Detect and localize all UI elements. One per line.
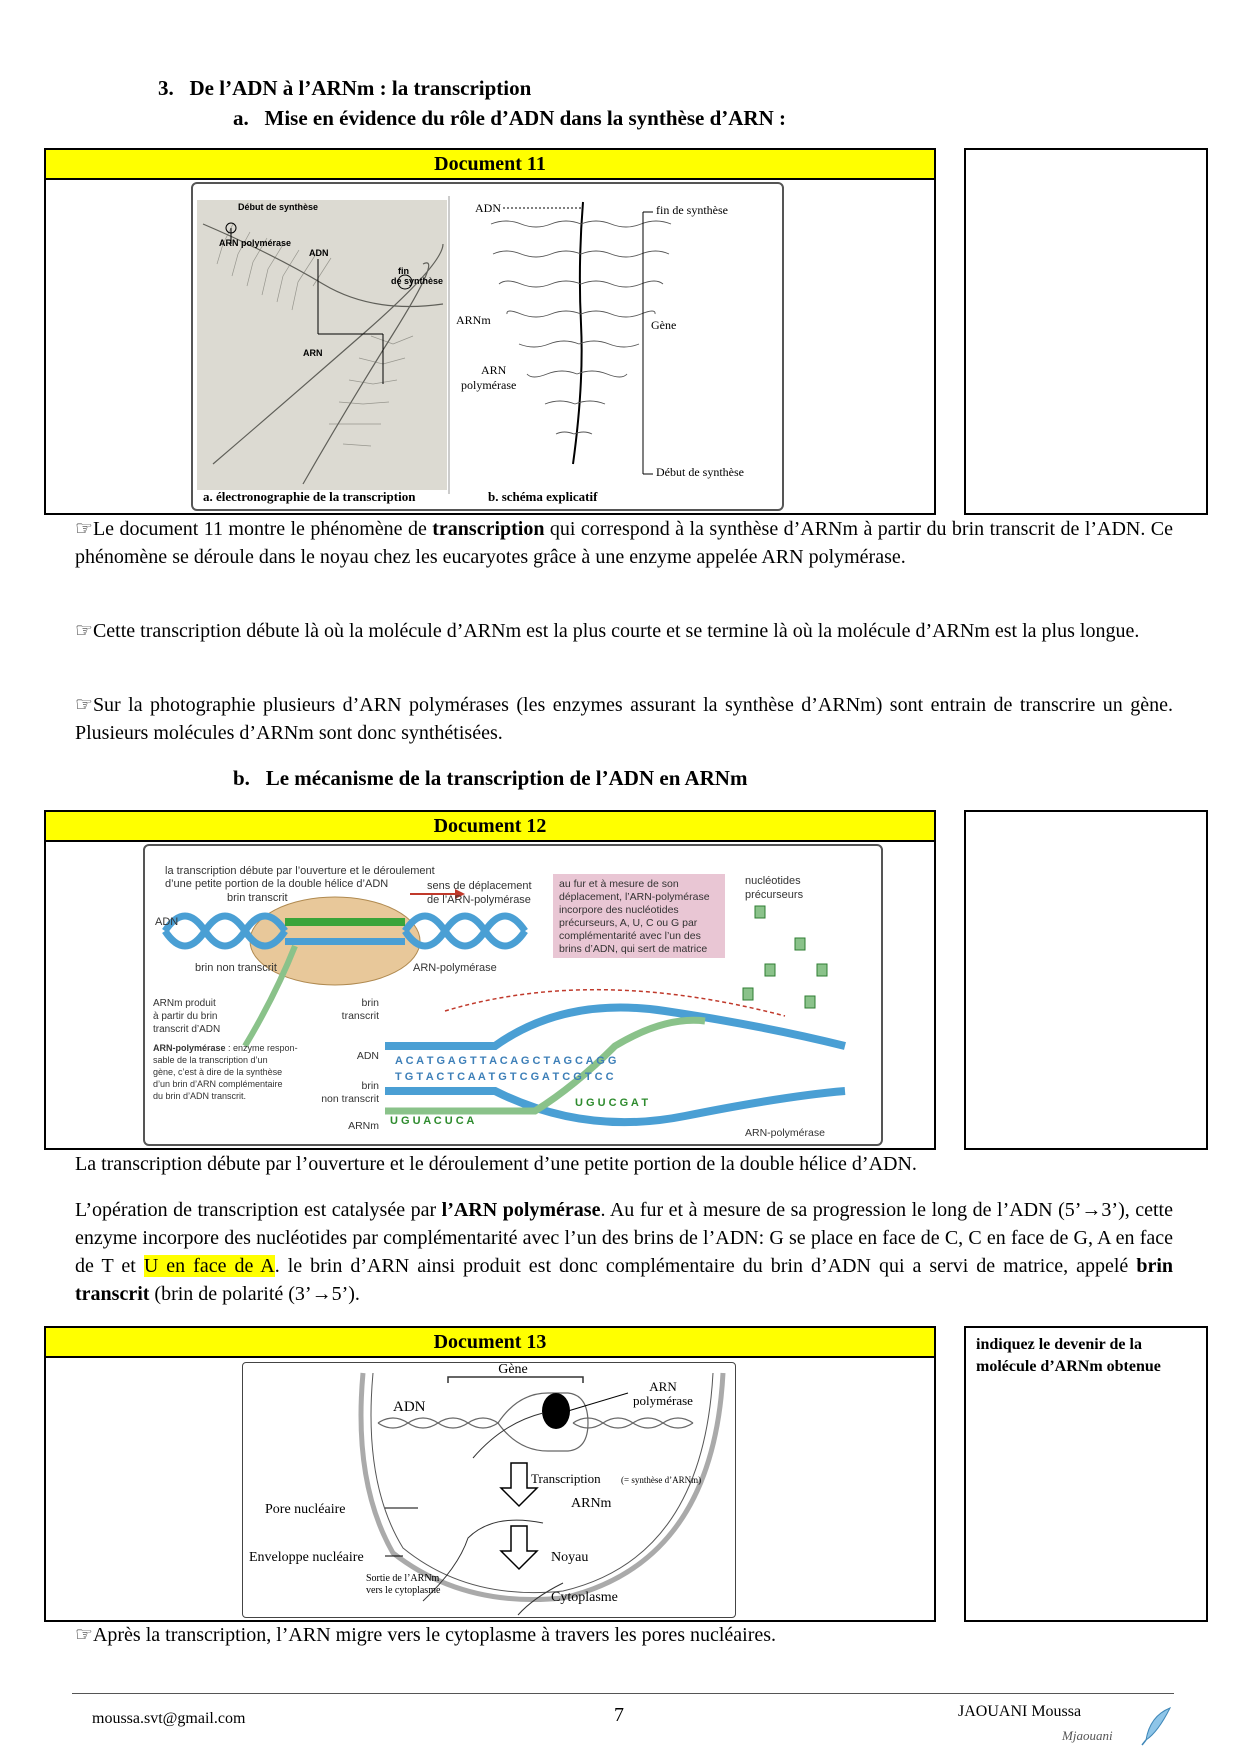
document-12-figure [143,844,883,1146]
down-arrow-icon [501,1526,537,1569]
document-13-box [44,1326,936,1622]
subsection-a-title: Mise en évidence du rôle d’ADN dans la synthèse d’ARN : [264,106,786,130]
arnpol-desc-line: : enzyme respon- [225,1043,298,1053]
pointer-icon: ☞ [75,694,93,716]
transcription-mechanism-diagram [145,846,881,1144]
subsection-a-heading [233,106,786,131]
paragraph-text: La transcription débute par l’ouverture et le déroulement d’une petite portion de la double hélice d’ADN. [75,1153,917,1175]
paragraph-doc11-1 [75,515,1173,571]
rna-strand-top [285,918,405,926]
svg-text:U G U C G A T: U G U C G A T [575,1097,649,1109]
arnpol-desc-line: sable de la transcription d’un [153,1055,268,1065]
feather-logo-icon [1140,1706,1176,1746]
photo-label-de-synthese: de synthèse [391,276,444,286]
caption-b: b. schéma explicatif [488,489,598,504]
section-title: De l’ADN à l’ARNm : la transcription [189,76,532,100]
keyword-brin-transcrit: brin transcrit [75,1255,1174,1305]
arnm-produit-text [153,998,220,1035]
intro-line-2: d’une petite portion de la double hélice d’ADN [165,878,389,890]
info-line: au fur et à mesure de son [559,878,679,890]
row-label-brin-2: brin [361,1080,379,1092]
transcription-micrograph-and-schema [193,184,782,509]
svg-text:A C A T G A G T T A C A G C T: A C A T G A G T T A C A G C T A G C A G G [395,1055,617,1067]
label-adn: ADN [155,916,179,928]
label-arn-polymerase-2: ARN-polymérase [745,1127,825,1139]
arnm-produit-line: à partir du brin [153,1011,218,1022]
caption-a: a. électronographie de la transcription [203,489,416,504]
label-brin-non-transcrit: brin non transcrit [195,962,277,974]
document-11-figure [191,182,784,511]
subsection-b-heading [233,766,747,791]
schema-label-polymerase: polymérase [461,378,517,392]
answer-box-doc12[interactable] [964,810,1208,1150]
pointer-icon: ☞ [75,620,93,642]
label-adn: ADN [393,1399,426,1415]
svg-text:T G T A C T C A A T G T C G A: T G T A C T C A A T G T C G A T C G T C C [395,1071,614,1083]
schema-dna-strand [573,202,583,464]
label-cytoplasme: Cytoplasme [551,1590,618,1605]
keyword-arn-polymerase: l’ARN polymérase [441,1199,601,1221]
schema-label-adn: ADN [475,201,501,215]
schema-label-debut: Début de synthèse [656,465,744,479]
subsection-b-title: Le mécanisme de la transcription de l’ADN en ARNm [265,766,748,790]
paragraph-text: Le document 11 montre le phénomène de [92,518,433,540]
document-12-title: Document 12 [46,812,934,842]
highlighted-text: U en face de A [143,1255,275,1277]
info-line: complémentarité avec l’un des [559,930,701,942]
paragraph-doc11-2 [75,617,1173,645]
footer-signature: Mjaouani [1062,1728,1113,1743]
document-11-box [44,148,936,515]
nucleus-transcription-diagram [243,1363,735,1617]
row-label-adn: ADN [356,1050,379,1062]
label-noyau: Noyau [551,1550,589,1565]
keyword-transcription: transcription [432,518,545,540]
svg-text:ARN-polymérase : enzyme respon [153,1043,298,1053]
paragraph-text: Sur la photographie plusieurs d’ARN polymérases (les enzymes assurant la synthèse d’ARNm) sont entrain de transcrire un gène. Plusieurs molécules d’ARNm sont donc synthétisées. [75,694,1173,744]
label-sortie-1: Sortie de l’ARNm [366,1573,440,1584]
arnpol-desc-line: d’un brin d’ARN complémentaire [153,1079,283,1089]
document-11-title: Document 11 [46,150,934,180]
label-pore: Pore nucléaire [265,1502,346,1517]
row-label-non-transcrit: non transcrit [321,1093,379,1105]
photo-label-debut: Début de synthèse [238,202,319,212]
paragraph-text: . le brin d’ARN ainsi produit est donc complémentaire du brin d’ADN qui a servi de matrice, appelé [274,1255,1137,1277]
footer-author: JAOUANI Moussa [958,1703,1082,1720]
label-brin-transcrit: brin transcrit [227,892,288,904]
paragraph-doc12-1 [75,1150,1173,1178]
photo-label-fin: fin [398,266,409,276]
info-line: incorpore des nucléotides [559,904,679,916]
schema-label-arnm: ARNm [456,313,491,327]
paragraph-doc12-2 [75,1196,1173,1308]
side-question-text: indiquez le devenir de la molécule d’ARNm obtenue [976,1336,1161,1375]
row-label-transcrit: transcrit [341,1010,379,1022]
arnpol-title: ARN-polymérase [153,1043,226,1053]
answer-box-doc13[interactable] [964,1326,1208,1622]
info-line: brins d’ADN, qui sert de matrice [559,943,708,955]
document-13-title: Document 13 [46,1328,934,1358]
footer-email: moussa.svt@gmail.com [92,1710,246,1727]
photo-label-polymerase: ARN polymérase [219,238,292,248]
svg-text:U G U A C U C A: U G U A C U C A [390,1115,475,1127]
label-nucleotides-2: précurseurs [745,889,804,901]
label-sens-1: sens de déplacement [427,880,532,892]
subsection-a-letter: a. [233,106,249,130]
label-polymerase: polymérase [633,1393,693,1408]
arnpol-desc-line: gène, c’est à dire de la synthèse [153,1067,283,1077]
paragraph-text: qui correspond à la synthèse d’ARNm à partir du brin transcrit de l’ADN. Ce phénomène se déroule dans le noyau chez les eucaryotes grâce à une enzyme appelée ARN polymérase. [75,518,1173,568]
rna-polymerase-blob [542,1393,570,1429]
paragraph-text: . Au fur et à mesure de sa progression le long de l’ADN (5’→3’), cette enzyme incorpore des nucléotides par complémentarité avec l’un des brins de l’ADN: G se place en face de C, C en face de G, A en face de T et [75,1199,1173,1277]
photo-label-arn: ARN [303,348,323,358]
pointer-icon: ☞ [75,1624,93,1646]
paragraph-text: L’opération de transcription est catalysée par [75,1199,442,1221]
schema-label-arn: ARN [481,363,507,377]
page-number: 7 [614,1704,624,1726]
info-line: précurseurs, A, U, C ou G par [559,917,698,929]
label-transcription-note: (= synthèse d’ARNm) [621,1475,702,1485]
arnpol-desc-line: du brin d’ADN transcrit. [153,1091,247,1101]
paragraph-doc11-3 [75,691,1173,747]
intro-line-1: la transcription débute par l’ouverture et le déroulement [165,865,435,877]
section-heading [158,76,531,101]
schema-label-gene: Gène [651,318,677,332]
section-number: 3. [158,76,174,100]
footer-divider [72,1693,1174,1694]
label-gene: Gène [498,1363,528,1377]
row-label-brin: brin [361,997,379,1009]
label-arn-polymerase: ARN-polymérase [413,962,497,974]
paragraph-text: Après la transcription, l’ARN migre vers le cytoplasme à travers les pores nucléaires. [92,1624,777,1646]
document-13-figure [242,1362,736,1618]
label-nucleotides-1: nucléotides [745,875,801,887]
label-transcription: Transcription [531,1471,601,1486]
schema-label-fin: fin de synthèse [656,203,728,217]
arnm-produit-line: ARNm produit [153,998,216,1009]
label-arnm: ARNm [571,1496,612,1511]
paragraph-text: (brin de polarité (3’→5’). [149,1283,360,1305]
info-line: déplacement, l’ARN-polymérase [559,891,710,903]
label-arn: ARN [649,1379,677,1394]
label-sortie-2: vers le cytoplasme [366,1585,441,1596]
subsection-b-letter: b. [233,766,250,790]
document-12-box [44,810,936,1150]
answer-box-doc11[interactable] [964,148,1208,515]
arnm-produit-line: transcrit d’ADN [153,1024,221,1035]
pointer-icon: ☞ [75,518,93,540]
paragraph-doc13-1 [75,1621,1173,1649]
label-sens-2: de l’ARN-polymérase [427,894,531,906]
template-strand-top [285,938,405,945]
label-enveloppe: Enveloppe nucléaire [249,1550,364,1565]
arnpol-desc-text [153,1043,298,1101]
row-label-arnm: ARNm [348,1120,379,1132]
photo-label-adn: ADN [309,248,329,258]
paragraph-text: Cette transcription débute là où la molécule d’ARNm est la plus courte et se termine là où la molécule d’ARNm est la plus longue. [92,620,1140,642]
